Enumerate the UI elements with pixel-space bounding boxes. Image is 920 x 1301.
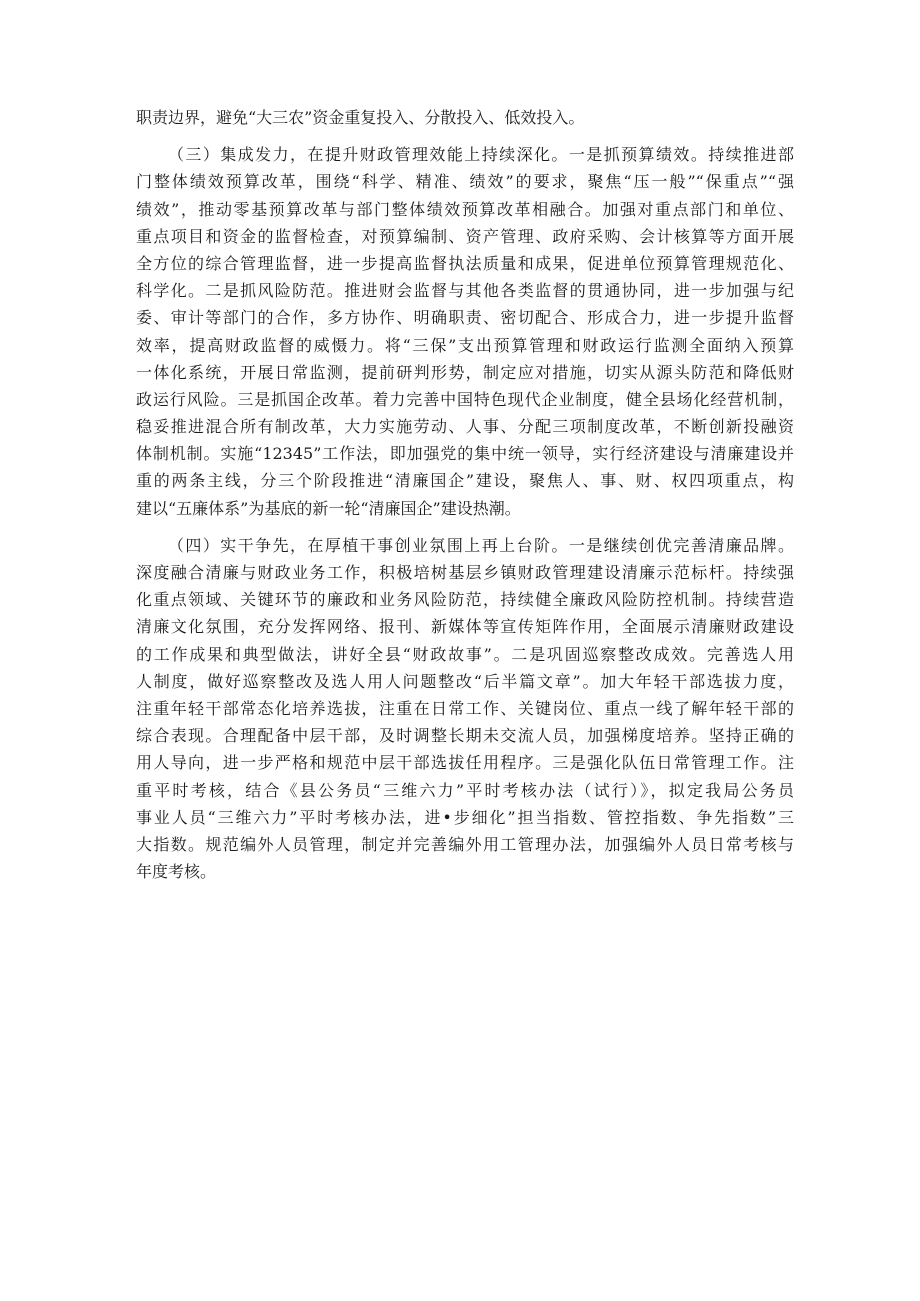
text-line: 体制机制。实施“12345”工作法，即加强党的集中统一领导，实行经济建设与清廉建设并 [136,444,794,464]
text-line: 重平时考核，结合《县公务员“三维六力”平时考核办法（试行）》，拟定我局公务员 [136,780,794,800]
text-line: 综合表现。合理配备中层干部，及时调整长期未交流人员，加强梯度培养。坚持正确的 [136,726,794,746]
text-line: 用人导向，进一步严格和规范中层干部选拔任用程序。三是强化队伍日常管理工作。注 [136,753,794,773]
text-line: 人制度，做好巡察整改及选人用人问题整改“后半篇文章”。加大年轻干部选拔力度， [136,671,794,691]
text-line: 重的两条主线，分三个阶段推进“清廉国企”建设，聚焦人、事、财、权四项重点，构 [136,471,794,491]
text-line: 一体化系统，开展日常监测，提前研判形势，制定应对措施，切实从源头防范和降低财 [136,362,794,382]
text-line: 化重点领域、关键环节的廉政和业务风险防范，持续健全廉政风险防控机制。持续营造 [136,590,794,610]
text-line: 门整体绩效预算改革，围绕“科学、精准、绩效”的要求，聚焦“压一般”“保重点”“强 [136,172,794,192]
text-line: 委、审计等部门的合作，多方协作、明确职责、密切配合、形成合力，进一步提升监督 [136,308,794,328]
text-line: （三）集成发力，在提升财政管理效能上持续深化。一是抓预算绩效。持续推进部 [168,145,794,165]
text-line: 稳妥推进混合所有制改革，大力实施劳动、人事、分配三项制度改革，不断创新投融资 [136,417,794,437]
text-line: 建以“五廉体系”为基底的新一轮“清廉国企”建设热潮。 [136,498,521,518]
text-line: 清廉文化氛围，充分发挥网络、报刊、新媒体等宣传矩阵作用，全面展示清廉财政建设 [136,617,794,637]
paragraph-section-4 [136,532,794,885]
text-line: 重点项目和资金的监督检查，对预算编制、资产管理、政府采购、会计核算等方面开展 [136,226,794,246]
text-line: （四）实干争先，在厚植干事创业氛围上再上台阶。一是继续创优完善清廉品牌。 [168,535,794,555]
text-line: 的工作成果和典型做法，讲好全县“财政故事”。二是巩固巡察整改成效。完善选人用 [136,644,794,664]
text-line: 事业人员“三维六力”平时考核办法，进•步细化”担当指数、管控指数、争先指数”三 [136,807,794,827]
text-line: 年度考核。 [136,862,217,882]
text-line: 职责边界，避免“大三农”资金重复投入、分散投入、低效投入。 [136,108,585,127]
text-line: 效率，提高财政监督的威慑力。将“三保”支出预算管理和财政运行监测全面纳入预算 [136,335,794,355]
paragraph-continuation [136,104,794,131]
text-line: 绩效”，推动零基预算改革与部门整体绩效预算改革相融合。加强对重点部门和单位、 [136,199,794,219]
text-line: 深度融合清廉与财政业务工作，积极培树基层乡镇财政管理建设清廉示范标杆。持续强 [136,563,794,582]
text-line: 注重年轻干部常态化培养选拔，注重在日常工作、关键岗位、重点一线了解年轻干部的 [136,698,794,718]
text-line: 科学化。二是抓风险防范。推进财会监督与其他各类监督的贯通协同，进一步加强与纪 [136,281,794,301]
text-line: 大指数。规范编外人员管理，制定并完善编外用工管理办法，加强编外人员日常考核与 [136,834,794,854]
paragraph-section-3 [136,141,794,522]
text-line: 全方位的综合管理监督，进一步提高监督执法质量和成果，促进单位预算管理规范化、 [136,253,794,273]
text-line: 政运行风险。三是抓国企改革。着力完善中国特色现代企业制度，健全县场化经营机制， [136,389,794,409]
document-body [136,104,794,895]
